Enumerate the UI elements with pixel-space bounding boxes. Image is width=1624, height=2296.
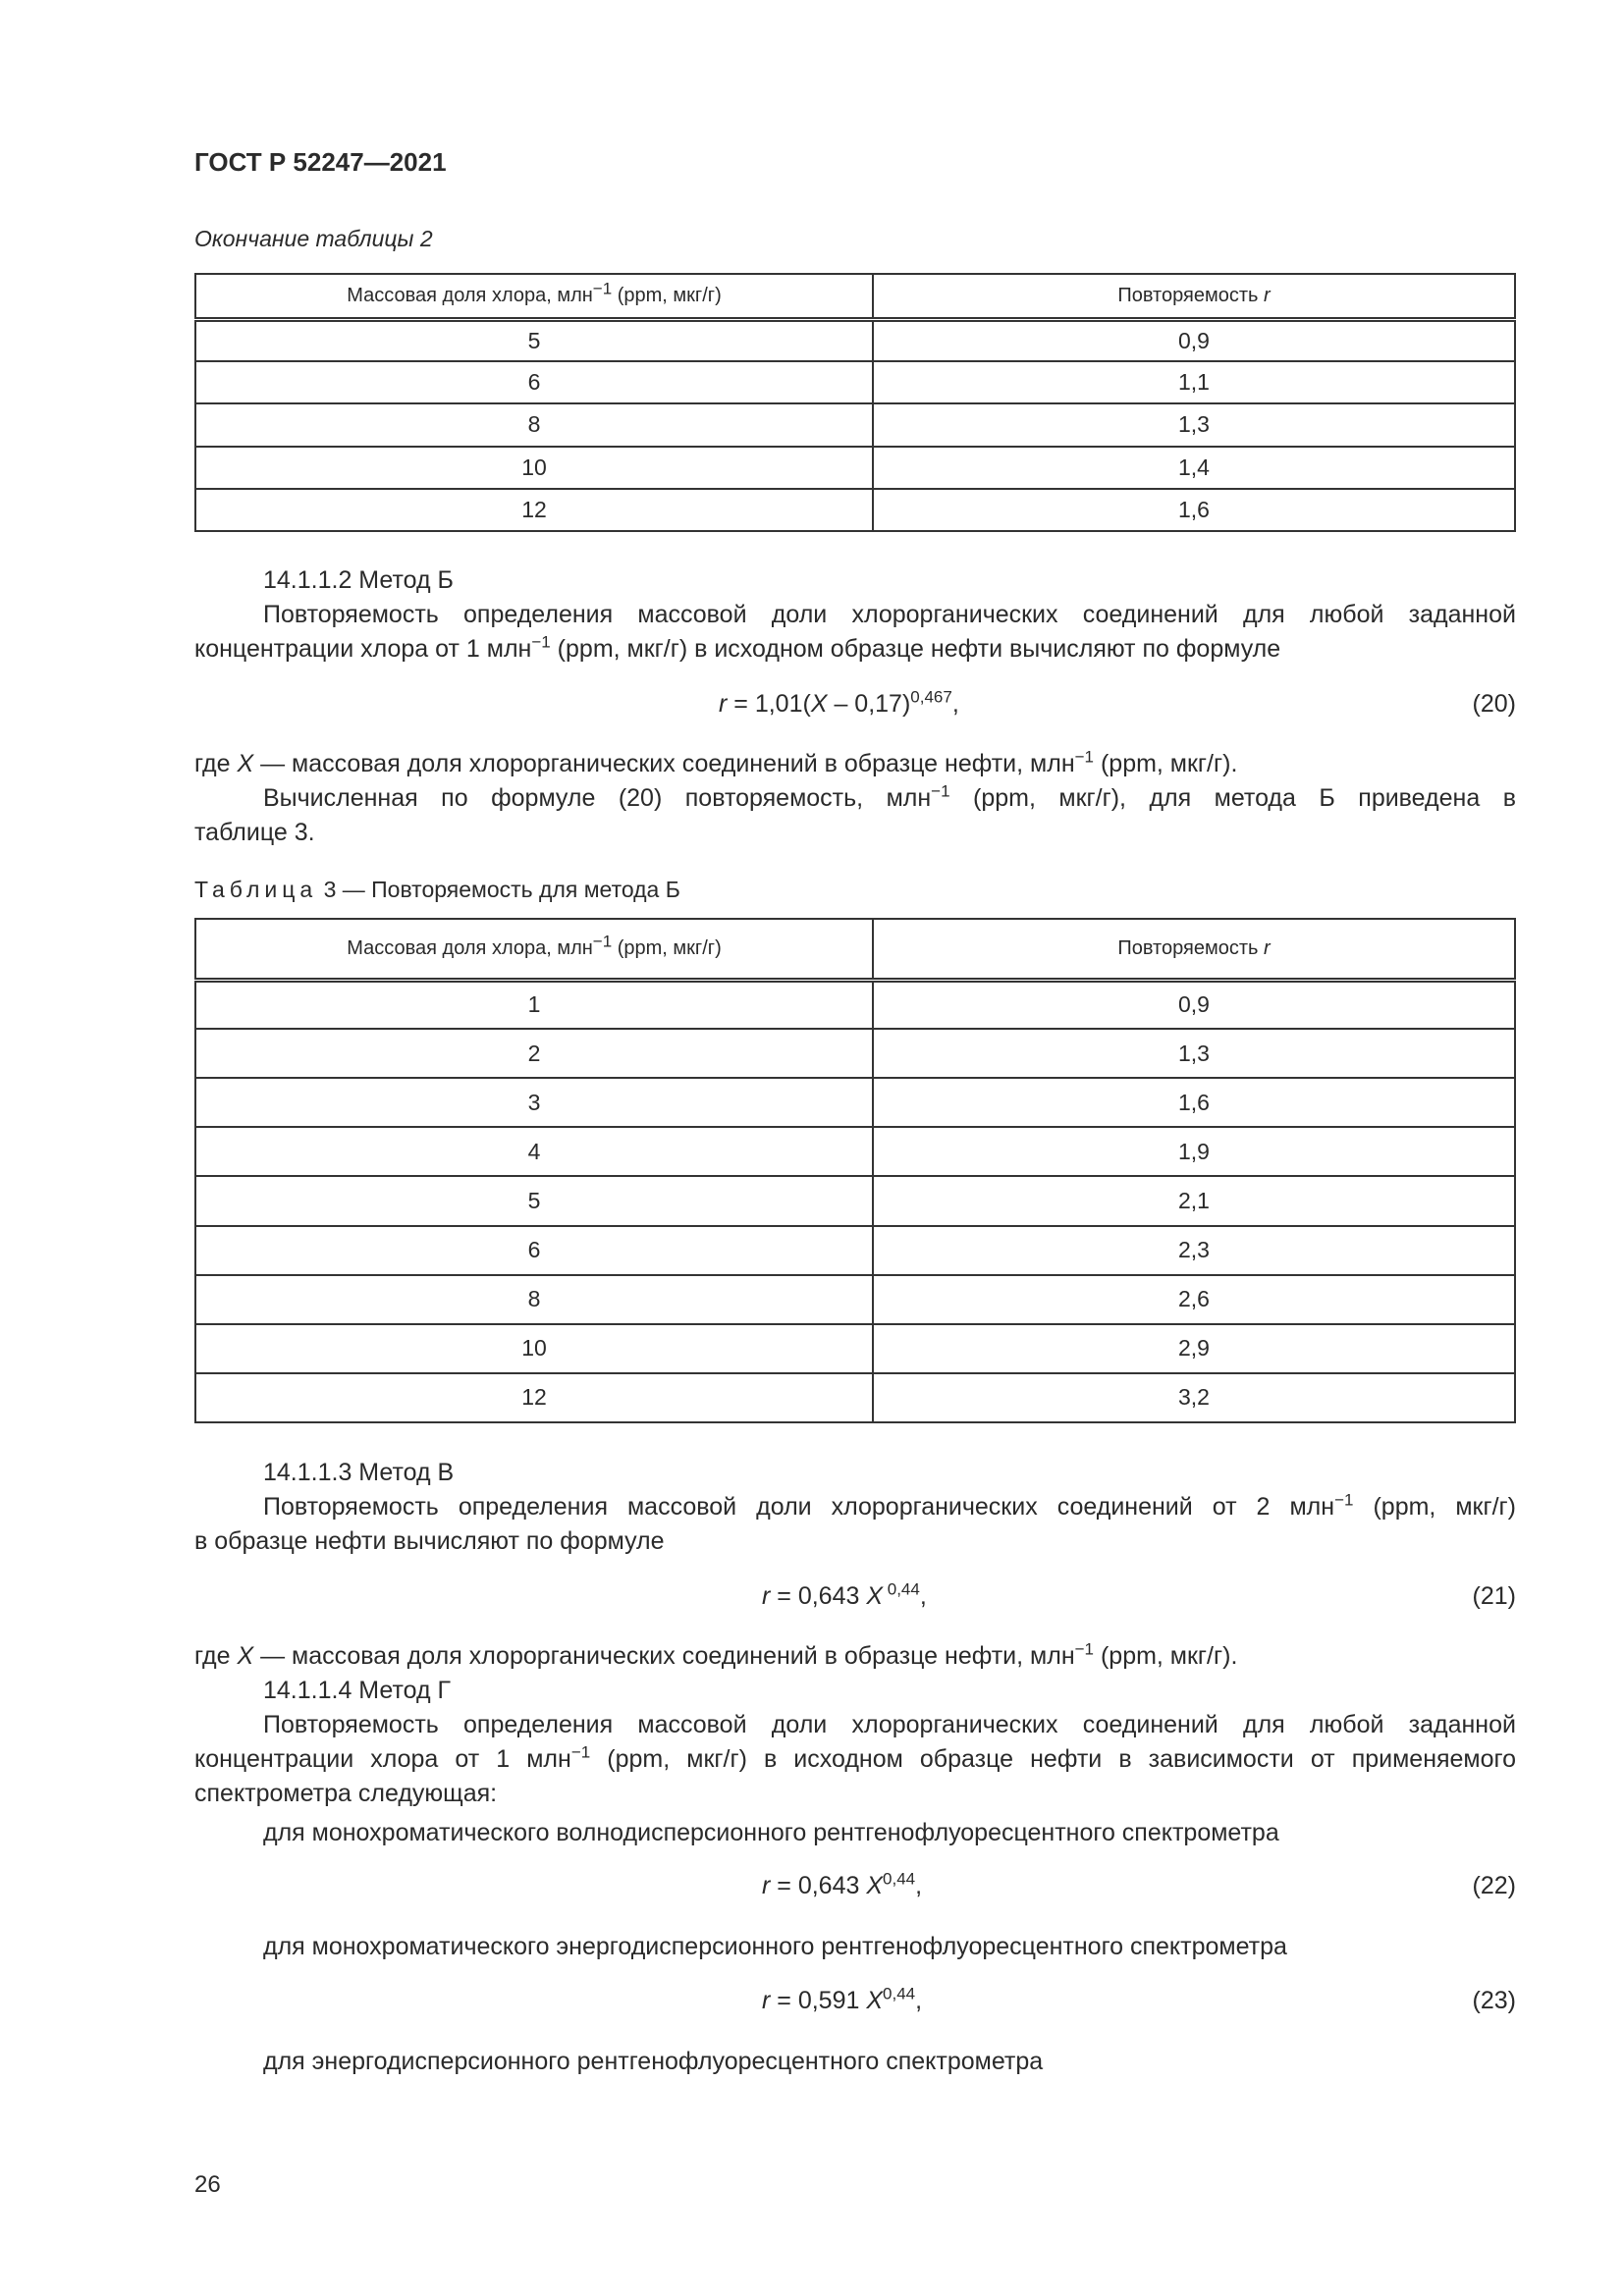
table-row: 4 1,9	[195, 1127, 1515, 1176]
table-row: 10 2,9	[195, 1324, 1515, 1373]
table-row: 2 1,3	[195, 1029, 1515, 1078]
section-v-para1-line2: в образце нефти вычисляют по формуле	[194, 1527, 665, 1555]
table-row: 6 1,1	[195, 361, 1515, 403]
equation-number-20: (20)	[1472, 690, 1516, 718]
section-b-para2-line2: таблице 3.	[194, 819, 315, 846]
formula-23: r = 0,591 X$^{0,44}$,	[762, 1984, 923, 2014]
table-row: 5 0,9	[195, 319, 1515, 361]
table3-caption: Таблица 3 — Повторяемость для метода Б	[194, 877, 680, 902]
section-b-para2-line1: Вычисленная по формуле (20) повторяемость, млн$^{-1}$ (ppm, мкг/г), для метода Б приведена в	[263, 781, 1516, 812]
equation-number-23: (23)	[1472, 1987, 1516, 2014]
section-g-item1: для монохроматического волнодисперсионного рентгенофлуоресцентного спектрометра	[263, 1819, 1279, 1846]
section-g-heading: 14.1.1.4 Метод Г	[263, 1677, 452, 1704]
table3	[194, 918, 1516, 1423]
table3-col1-header: Массовая доля хлора, млн$^{-1}$ (ppm, мкг/г)	[195, 919, 873, 980]
table2-caption: Окончание таблицы 2	[194, 226, 433, 251]
section-g-para1-line1: Повторяемость определения массовой доли хлорорганических соединений для любой заданной	[263, 1711, 1516, 1738]
document-header: ГОСТ Р 52247—2021	[194, 147, 447, 177]
table-row: 3 1,6	[195, 1078, 1515, 1127]
table2	[194, 273, 1516, 532]
table-row: 12 1,6	[195, 489, 1515, 531]
equation-number-22: (22)	[1472, 1872, 1516, 1899]
table2-header-row	[195, 274, 1515, 319]
table-row: 1 0,9	[195, 980, 1515, 1029]
section-g-para1-line3: спектрометра следующая:	[194, 1780, 498, 1807]
section-g-item2: для монохроматического энергодисперсионного рентгенофлуоресцентного спектрометра	[263, 1933, 1287, 1960]
table2-col2-header: Повторяемость r	[873, 274, 1515, 319]
section-g-para1-line2: концентрации хлора от 1 млн$^{-1}$ (ppm, мкг/г) в исходном образце нефти в зависимости от применяемого	[194, 1742, 1517, 1773]
table2-col1-header: Массовая доля хлора, млн$^{-1}$ (ppm, мкг/г)	[195, 274, 873, 319]
table-row: 8 1,3	[195, 403, 1515, 446]
formula-21: r = 0,643 X $^{0,44}$,	[762, 1579, 927, 1610]
table-row: 12 3,2	[195, 1373, 1515, 1422]
table-row: 5 2,1	[195, 1176, 1515, 1225]
table-row: 6 2,3	[195, 1226, 1515, 1275]
equation-number-21: (21)	[1472, 1582, 1516, 1610]
section-v-para1-line1: Повторяемость определения массовой доли хлорорганических соединений от 2 млн$^{-1}$ (ppm, мкг/г)	[263, 1490, 1517, 1521]
section-b-para1-line2: концентрации хлора от 1 млн$^{-1}$ (ppm, мкг/г) в исходном образце нефти вычисляют по формуле	[194, 632, 1281, 663]
section-g-item3: для энергодисперсионного рентгенофлуоресцентного спектрометра	[263, 2048, 1044, 2075]
formula-20: r = 1,01(X – 0,17)$^{0,467}$,	[719, 687, 959, 718]
section-v-where: где X — массовая доля хлорорганических соединений в образце нефти, млн$^{-1}$ (ppm, мкг/г).	[194, 1639, 1238, 1670]
section-b-heading: 14.1.1.2 Метод Б	[263, 566, 454, 594]
section-b-where: где X — массовая доля хлорорганических соединений в образце нефти, млн$^{-1}$ (ppm, мкг/г).	[194, 747, 1238, 777]
section-v-heading: 14.1.1.3 Метод В	[263, 1459, 455, 1486]
formula-22: r = 0,643 X$^{0,44}$,	[762, 1869, 923, 1899]
page-number: 26	[194, 2171, 221, 2198]
table3-col2-header: Повторяемость r	[873, 919, 1515, 980]
table3-header-row	[195, 919, 1515, 980]
table-row: 10 1,4	[195, 447, 1515, 489]
section-b-para1-line1: Повторяемость определения массовой доли хлорорганических соединений для любой заданной	[263, 601, 1516, 628]
table-row: 8 2,6	[195, 1275, 1515, 1324]
